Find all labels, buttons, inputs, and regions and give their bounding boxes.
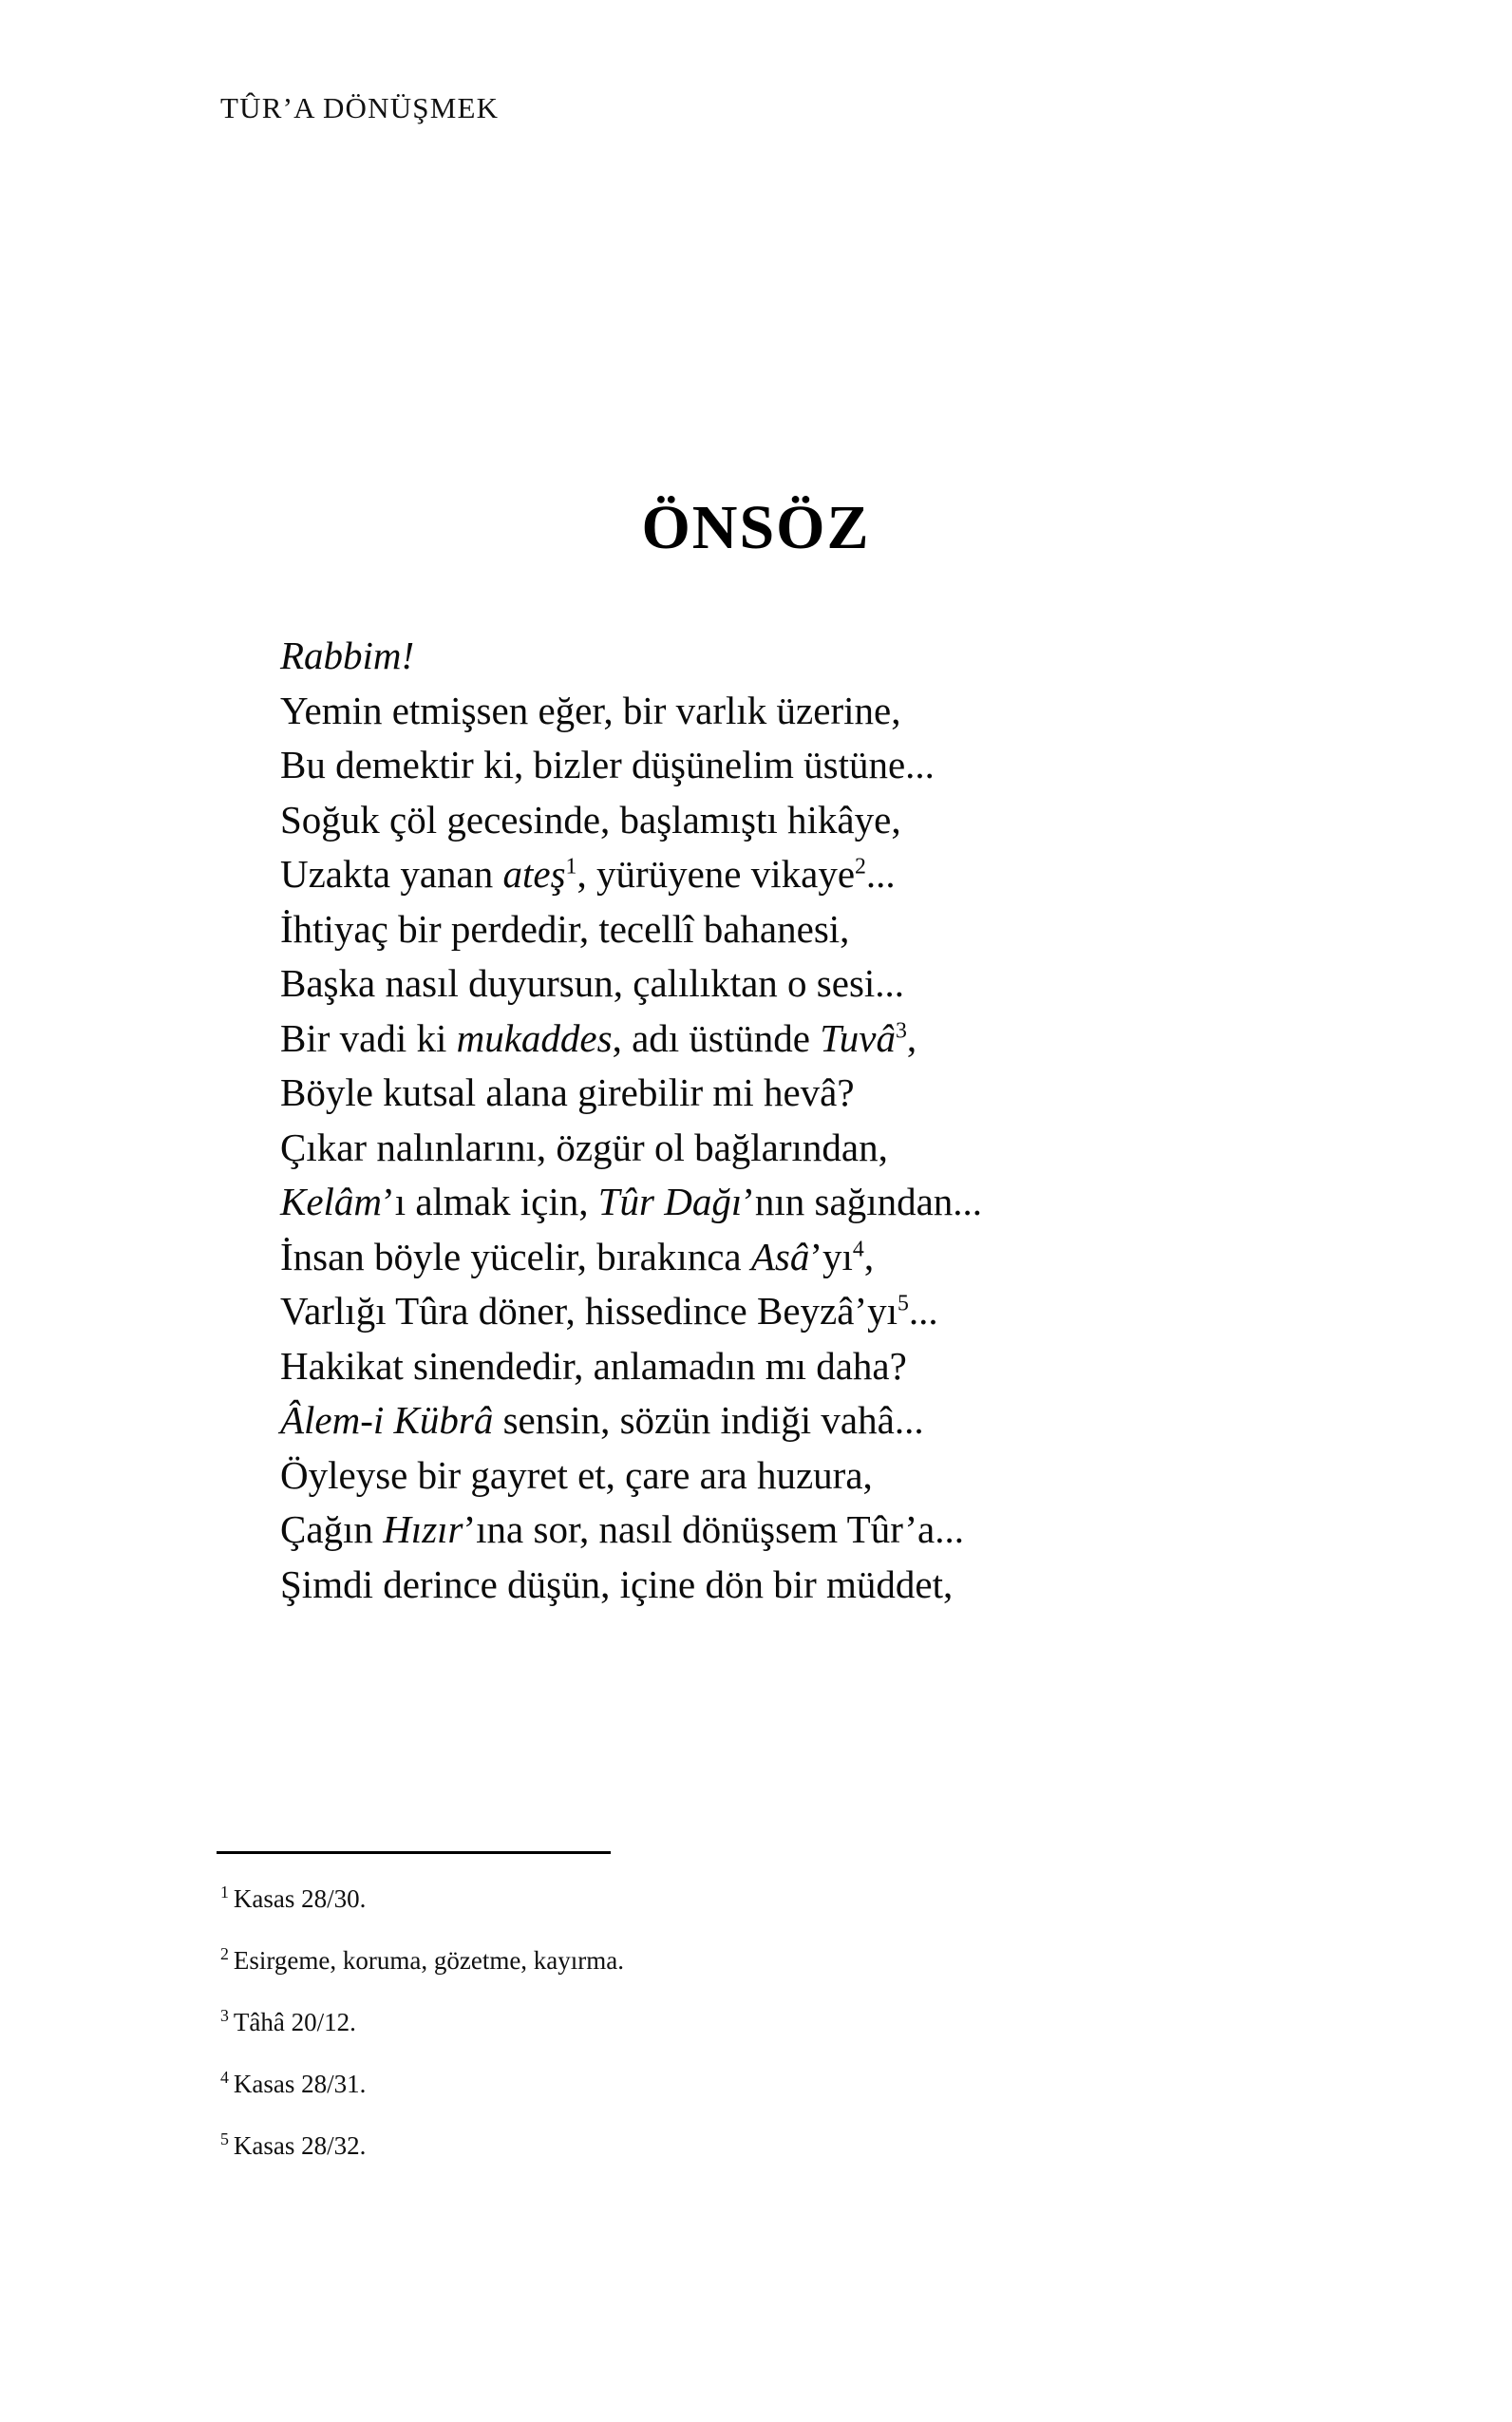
emphasis-text: mukaddes — [456, 1015, 613, 1060]
poem-line: Bu demektir ki, bizler düşünelim üstüne... — [280, 743, 935, 786]
footnote-number: 5 — [220, 2129, 229, 2148]
poem-line: Çağın Hızır’ına sor, nasıl dönüşsem Tûr’a... — [280, 1507, 964, 1551]
footnote-text: Kasas 28/32. — [233, 2131, 367, 2160]
emphasis-text: Rabbim! — [280, 634, 415, 677]
poem-line: Uzakta yanan ateş$^1$, yürüyene vikaye$^2$... — [280, 852, 896, 896]
page-title: ÖNSÖZ — [641, 493, 871, 563]
poem-line: Bir vadi ki mukaddes, adı üstünde Tuvâ$^3$, — [280, 1015, 917, 1060]
footnote-number: 4 — [220, 2068, 229, 2087]
footnote-text: Esirgeme, koruma, gözetme, kayırma. — [233, 1946, 625, 1975]
poem-line: Hakikat sinendedir, anlamadın mı daha? — [280, 1343, 907, 1388]
poem-line: Kelâm’ı almak için, Tûr Dağı’nın sağından... — [280, 1180, 983, 1223]
poem-line: Soğuk çöl gecesinde, başlamıştı hikâye, — [280, 797, 901, 842]
footnote-marker[interactable]: 3 — [895, 1017, 907, 1043]
poem-line: Varlığı Tûra döner, hissedince $Beyzâ’yı^5$... — [280, 1289, 938, 1333]
poem-body — [280, 629, 1306, 1612]
emphasis-text: Tuvâ — [820, 1015, 896, 1060]
emphasis-text: Kelâm — [280, 1180, 383, 1223]
footnote-list — [220, 1882, 1075, 2190]
footnote-item — [220, 2005, 1075, 2040]
footnote-number: 1 — [220, 1883, 229, 1902]
footnote-number: 2 — [220, 1944, 229, 1963]
footnote-text: Kasas 28/31. — [233, 2070, 367, 2098]
footnote-text: Kasas 28/30. — [233, 1884, 367, 1913]
poem-line: Şimdi derince düşün, içine dön bir müddet, — [280, 1561, 954, 1606]
poem-line: Yemin etmişsen eğer, bir varlık üzerine, — [280, 688, 901, 732]
emphasis-text: Asâ — [750, 1234, 810, 1278]
poem-line: İnsan böyle yücelir, bırakınca $Asâ’yı^4$, — [280, 1234, 875, 1278]
footnote-text: Tâhâ 20/12. — [233, 2008, 356, 2036]
footnote-item — [220, 2129, 1075, 2164]
emphasis-text: ateş — [502, 852, 566, 896]
emphasis-text: Tûr Dağı — [597, 1180, 743, 1223]
footnote-marker[interactable]: 5 — [897, 1291, 909, 1316]
footnote-item — [220, 2067, 1075, 2102]
poem-line: Çıkar nalınlarını, özgür ol bağlarından, — [280, 1125, 888, 1169]
footnote-marker[interactable]: 4 — [852, 1236, 864, 1261]
footnote-item — [220, 1943, 1075, 1978]
poem-line: İhtiyaç bir perdedir, tecellî bahanesi, — [280, 906, 850, 951]
poem-line — [280, 629, 1306, 684]
footnote-number: 3 — [220, 2006, 229, 2025]
footnote-marker[interactable]: 2 — [855, 854, 866, 880]
running-header: TÛR’A DÖNÜŞMEK — [220, 91, 500, 124]
poem-line: Âlem-i Kübrâ sensin, sözün indiği vahâ... — [280, 1398, 924, 1442]
poem-line: Başka nasıl duyursun, çalılıktan o sesi... — [280, 961, 905, 1005]
footnote-item — [220, 1882, 1075, 1917]
footnote-separator — [217, 1851, 611, 1854]
footnote-marker[interactable]: 1 — [565, 854, 577, 880]
emphasis-text: Âlem-i Kübrâ — [280, 1398, 494, 1442]
emphasis-text: Hızır — [383, 1507, 463, 1551]
poem-line: Öyleyse bir gayret et, çare ara huzura, — [280, 1452, 873, 1497]
poem-line: Böyle kutsal alana girebilir mi hevâ? — [280, 1070, 855, 1114]
